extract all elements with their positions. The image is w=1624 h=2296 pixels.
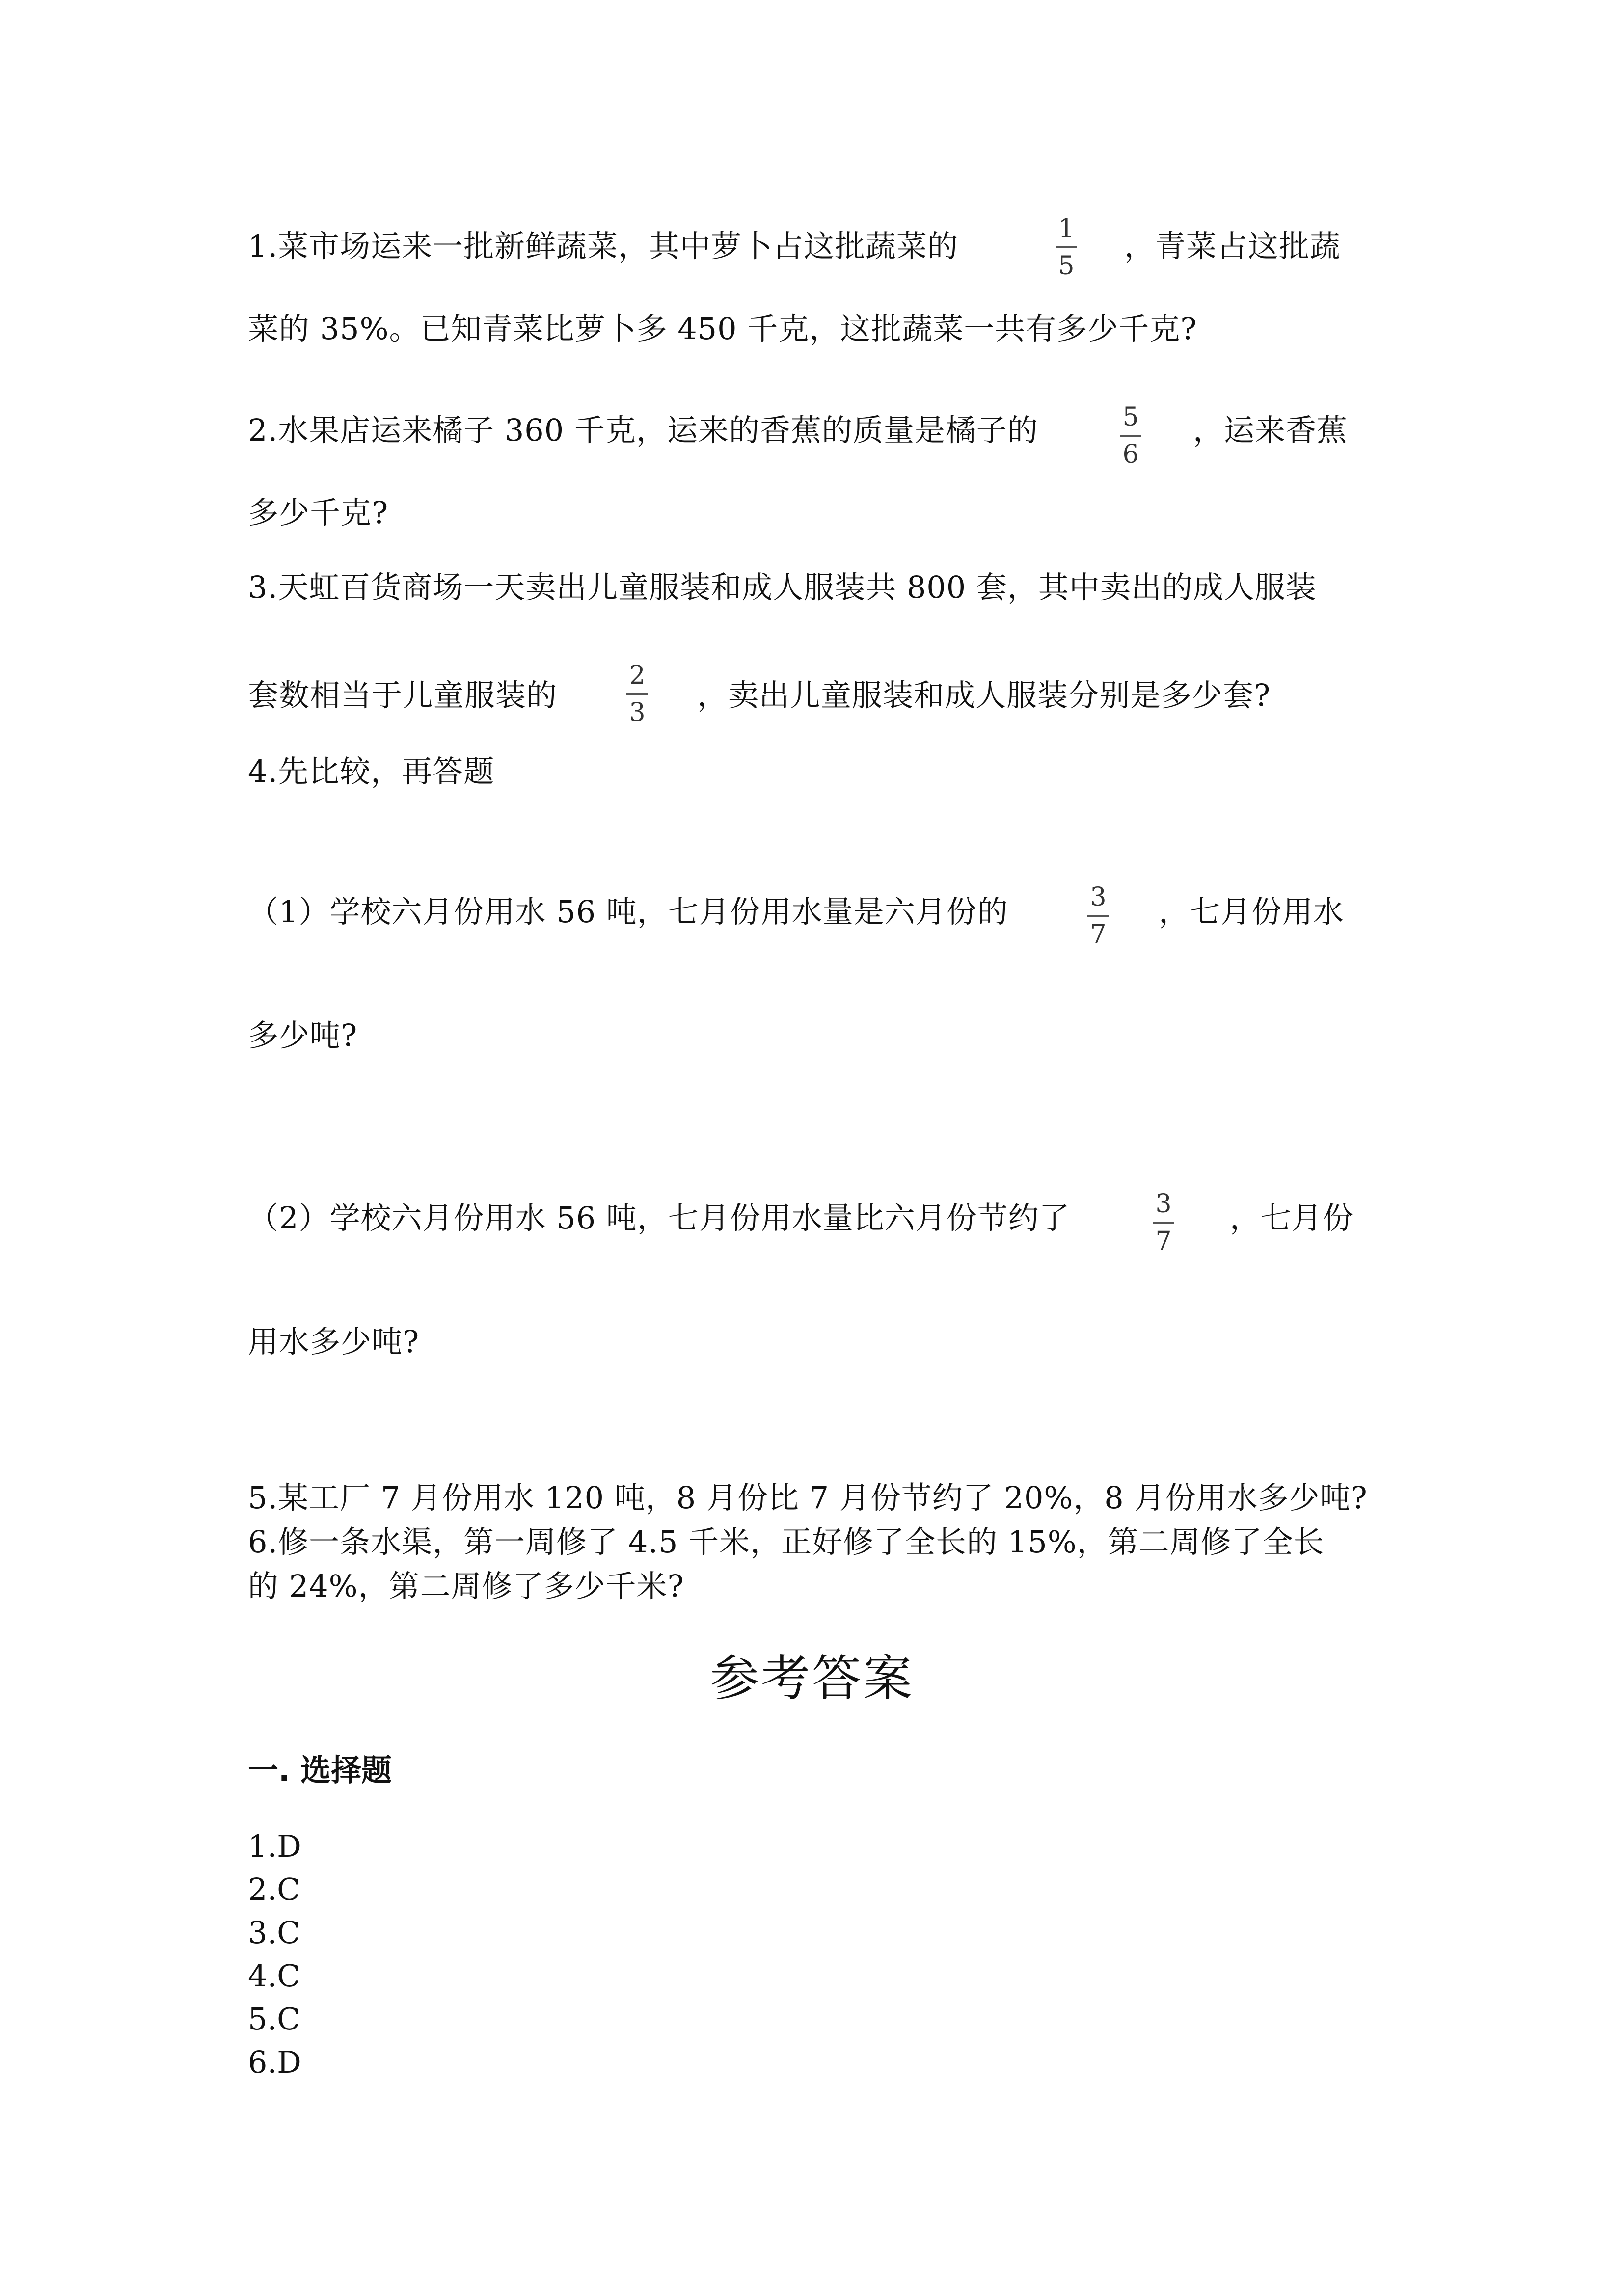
q1-line-1-tail: ，青菜占这批蔬 xyxy=(1124,228,1341,264)
q1-line-1: 1.菜市场运来一批新鲜蔬菜，其中萝卜占这批蔬菜的 xyxy=(248,228,959,264)
q3-fraction: 2 3 xyxy=(623,662,652,726)
q6-line-2: 的 24%，第二周修了多少千米? xyxy=(248,1568,684,1604)
q2-line-2: 多少千克? xyxy=(248,495,389,531)
answer-item: 5.C xyxy=(248,2001,300,2037)
q1-line-2: 菜的 35%。已知青菜比萝卜多 450 千克，这批蔬菜一共有多少千克? xyxy=(248,311,1197,347)
q4-2-line-2: 用水多少吨? xyxy=(248,1324,420,1360)
q4-1-line-2: 多少吨? xyxy=(248,1017,358,1053)
answer-item: 4.C xyxy=(248,1958,300,1994)
q1-fraction: 1 5 xyxy=(1052,215,1081,280)
q2-fraction: 5 6 xyxy=(1116,403,1145,468)
q3-line-2: 套数相当于儿童服装的 xyxy=(248,677,558,713)
q2-line-1: 2.水果店运来橘子 360 千克，运来的香蕉的质量是橘子的 xyxy=(248,412,1038,448)
q6-line-1: 6.修一条水渠，第一周修了 4.5 千米，正好修了全长的 15%，第二周修了全长 xyxy=(248,1524,1325,1560)
q4-1-line-1-tail: ，七月份用水 xyxy=(1159,894,1345,930)
q4-1-fraction: 3 7 xyxy=(1083,883,1113,948)
q4-1-line-1: （1）学校六月份用水 56 吨，七月份用水量是六月份的 xyxy=(248,894,1008,930)
q3-line-2-tail: ，卖出儿童服装和成人服装分别是多少套? xyxy=(697,677,1271,713)
section-heading: 一. 选择题 xyxy=(248,1752,392,1788)
answer-item: 2.C xyxy=(248,1871,300,1907)
q5-line: 5.某工厂 7 月份用水 120 吨，8 月份比 7 月份节约了 20%，8 月份用水多少吨? xyxy=(248,1480,1368,1516)
q3-line-1: 3.天虹百货商场一天卖出儿童服装和成人服装共 800 套，其中卖出的成人服装 xyxy=(248,569,1317,605)
answer-item: 1.D xyxy=(248,1828,301,1864)
answer-title: 参考答案 xyxy=(710,1650,914,1707)
answer-item: 6.D xyxy=(248,2044,301,2080)
q4-heading: 4.先比较，再答题 xyxy=(248,753,495,789)
q2-line-1-tail: ，运来香蕉 xyxy=(1193,412,1348,448)
q4-2-line-1-tail: ，七月份 xyxy=(1230,1200,1354,1236)
q4-2-line-1: （2）学校六月份用水 56 吨，七月份用水量比六月份节约了 xyxy=(248,1200,1070,1236)
answer-item: 3.C xyxy=(248,1915,300,1950)
q4-2-fraction: 3 7 xyxy=(1149,1190,1178,1255)
